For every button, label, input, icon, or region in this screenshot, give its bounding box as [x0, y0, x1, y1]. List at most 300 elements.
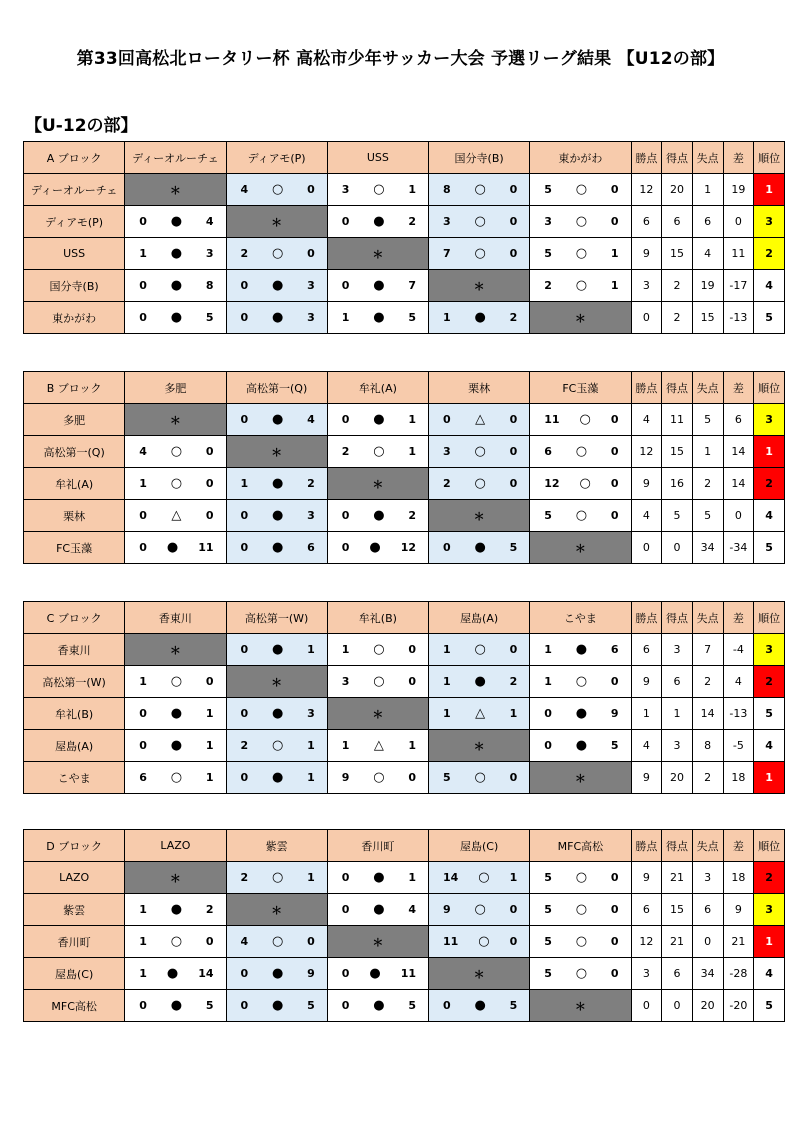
goals-for: 1 — [544, 675, 552, 688]
table-row — [24, 730, 785, 762]
goals-against: 2 — [509, 675, 518, 688]
result-symbol: ● — [170, 902, 183, 917]
match-result-cell — [226, 270, 327, 302]
match-result-cell — [226, 990, 327, 1022]
match-result-cell — [429, 926, 530, 958]
team-column-header: LAZO — [125, 830, 226, 862]
match-result-cell — [327, 862, 428, 894]
self-match-cell: ＊ — [429, 270, 530, 302]
match-result-cell — [125, 698, 226, 730]
points-cell: 0 — [631, 302, 662, 334]
points-cell: 6 — [631, 894, 662, 926]
goals-for-cell: 1 — [662, 698, 693, 730]
stat-header: 差 — [723, 142, 754, 174]
result-symbol: ● — [271, 642, 284, 657]
self-match-cell: ＊ — [125, 862, 226, 894]
goals-against: 5 — [205, 999, 214, 1012]
match-result-cell — [327, 762, 428, 794]
goals-against: 1 — [408, 183, 416, 196]
score-line — [328, 642, 428, 657]
result-symbol: ● — [170, 246, 183, 261]
stat-header: 差 — [723, 602, 754, 634]
score-line — [125, 444, 225, 459]
stat-header: 勝点 — [631, 372, 662, 404]
stat-header: 順位 — [754, 602, 785, 634]
goals-for: 3 — [544, 215, 552, 228]
match-result-cell — [125, 762, 226, 794]
goals-for: 1 — [139, 935, 147, 948]
result-symbol: ● — [373, 214, 385, 229]
goals-against: 1 — [307, 739, 315, 752]
score-line — [227, 412, 327, 427]
goals-against-cell: 4 — [692, 238, 723, 270]
match-result-cell — [327, 990, 428, 1022]
team-column-header: 紫雲 — [226, 830, 327, 862]
team-column-header: 牟礼(A) — [327, 372, 428, 404]
match-result-cell — [327, 500, 428, 532]
goals-for: 0 — [139, 541, 147, 554]
score-line — [429, 444, 529, 459]
match-result-cell — [226, 174, 327, 206]
team-column-header: 高松第一(Q) — [226, 372, 327, 404]
goals-against: 0 — [509, 247, 518, 260]
match-result-cell — [226, 634, 327, 666]
self-match-cell: ＊ — [125, 404, 226, 436]
result-symbol: ○ — [170, 934, 183, 949]
goals-for-cell: 15 — [662, 894, 693, 926]
goals-against-cell: 14 — [692, 698, 723, 730]
goals-for-cell: 11 — [662, 404, 693, 436]
result-symbol: ● — [170, 706, 183, 721]
score-line — [328, 674, 428, 689]
header-row — [24, 372, 785, 404]
goals-for: 0 — [341, 215, 350, 228]
goals-for: 9 — [443, 903, 451, 916]
goals-against-cell: 34 — [692, 532, 723, 564]
score-line — [530, 966, 630, 981]
goals-against: 3 — [307, 707, 315, 720]
stat-header: 順位 — [754, 830, 785, 862]
result-symbol: △ — [373, 738, 384, 753]
score-line — [429, 214, 529, 229]
result-symbol: ● — [271, 476, 284, 491]
score-line — [328, 540, 428, 555]
table-row — [24, 206, 785, 238]
match-result-cell — [530, 238, 631, 270]
result-symbol: ● — [373, 870, 385, 885]
goals-for: 0 — [341, 541, 350, 554]
match-result-cell — [327, 436, 428, 468]
goal-diff-cell: -34 — [723, 532, 754, 564]
goals-against: 0 — [610, 477, 619, 490]
self-match-cell: ＊ — [429, 958, 530, 990]
team-column-header: FC玉藻 — [530, 372, 631, 404]
header-row — [24, 602, 785, 634]
result-symbol: ○ — [373, 674, 385, 689]
goals-for: 0 — [139, 707, 147, 720]
stat-header: 得点 — [662, 602, 693, 634]
result-symbol: ● — [474, 998, 486, 1013]
goals-for: 1 — [139, 903, 147, 916]
match-result-cell — [125, 500, 226, 532]
score-line — [530, 870, 630, 885]
score-line — [429, 674, 529, 689]
score-line — [530, 706, 630, 721]
score-line — [429, 706, 529, 721]
match-result-cell — [429, 174, 530, 206]
stat-header: 失点 — [692, 372, 723, 404]
result-symbol: △ — [475, 706, 486, 721]
match-result-cell — [327, 174, 428, 206]
goals-against: 0 — [408, 643, 416, 656]
goals-for: 1 — [139, 247, 147, 260]
match-result-cell — [327, 730, 428, 762]
score-line — [227, 246, 327, 261]
score-line — [530, 214, 630, 229]
score-line — [429, 182, 529, 197]
score-line — [530, 444, 630, 459]
goals-for-cell: 6 — [662, 666, 693, 698]
goals-for: 1 — [139, 675, 147, 688]
match-result-cell — [125, 302, 226, 334]
match-result-cell — [429, 862, 530, 894]
goals-for: 11 — [544, 413, 560, 426]
match-result-cell — [226, 532, 327, 564]
goals-for: 0 — [240, 413, 249, 426]
goals-for: 5 — [544, 967, 552, 980]
goals-against: 1 — [307, 643, 315, 656]
result-symbol: ● — [271, 998, 284, 1013]
goals-against: 6 — [307, 541, 315, 554]
goals-for: 0 — [240, 707, 249, 720]
goals-against-cell: 3 — [692, 862, 723, 894]
goal-diff-cell: 18 — [723, 862, 754, 894]
goals-for: 1 — [443, 675, 451, 688]
stat-header: 得点 — [662, 372, 693, 404]
result-symbol: ○ — [474, 214, 486, 229]
match-result-cell — [530, 666, 631, 698]
result-symbol: ● — [474, 310, 486, 325]
stat-header: 得点 — [662, 830, 693, 862]
goal-diff-cell: 6 — [723, 404, 754, 436]
rank-cell: 2 — [754, 862, 785, 894]
table-row — [24, 532, 785, 564]
goals-against: 0 — [610, 509, 619, 522]
score-line — [125, 214, 225, 229]
result-symbol: ○ — [478, 870, 490, 885]
goals-against: 0 — [610, 445, 619, 458]
goals-against: 0 — [205, 477, 214, 490]
match-result-cell — [530, 926, 631, 958]
goals-for: 6 — [139, 771, 147, 784]
score-line — [328, 770, 428, 785]
goals-against: 11 — [400, 967, 416, 980]
team-column-header: 香東川 — [125, 602, 226, 634]
points-cell: 3 — [631, 270, 662, 302]
result-symbol: ○ — [474, 182, 486, 197]
result-symbol: ○ — [575, 966, 588, 981]
goals-against: 6 — [610, 643, 619, 656]
points-cell: 4 — [631, 404, 662, 436]
score-line — [328, 870, 428, 885]
team-column-header: 栗林 — [429, 372, 530, 404]
block-name: C ブロック — [24, 602, 125, 634]
team-row-name: 栗林 — [24, 500, 125, 532]
goals-against: 12 — [400, 541, 416, 554]
block-table — [23, 829, 785, 1022]
points-cell: 6 — [631, 634, 662, 666]
stat-header: 失点 — [692, 602, 723, 634]
goals-for: 8 — [443, 183, 451, 196]
goals-against: 0 — [509, 935, 518, 948]
goals-for: 0 — [544, 707, 552, 720]
match-result-cell — [125, 206, 226, 238]
result-symbol: ○ — [474, 770, 486, 785]
goals-for: 0 — [240, 771, 249, 784]
table-row — [24, 270, 785, 302]
goals-against: 4 — [205, 215, 214, 228]
goals-for: 5 — [544, 183, 552, 196]
points-cell: 4 — [631, 500, 662, 532]
score-line — [328, 444, 428, 459]
table-row — [24, 302, 785, 334]
result-symbol: ● — [474, 674, 486, 689]
score-line — [530, 246, 630, 261]
score-line — [530, 674, 630, 689]
goals-against: 1 — [408, 445, 416, 458]
goals-against: 0 — [509, 643, 518, 656]
goals-against: 5 — [408, 311, 416, 324]
points-cell: 12 — [631, 436, 662, 468]
goals-for-cell: 15 — [662, 436, 693, 468]
goals-for: 0 — [240, 999, 249, 1012]
match-result-cell — [226, 862, 327, 894]
match-result-cell — [327, 206, 428, 238]
result-symbol: ○ — [170, 674, 183, 689]
result-symbol: ○ — [579, 412, 591, 427]
result-symbol: ● — [170, 310, 183, 325]
self-match-cell: ＊ — [125, 174, 226, 206]
goals-against: 0 — [307, 183, 315, 196]
score-line — [530, 182, 630, 197]
team-column-header: 屋島(A) — [429, 602, 530, 634]
goal-diff-cell: 19 — [723, 174, 754, 206]
match-result-cell — [226, 730, 327, 762]
team-column-header: 牟礼(B) — [327, 602, 428, 634]
team-column-header: 高松第一(W) — [226, 602, 327, 634]
goals-for: 3 — [443, 445, 451, 458]
result-symbol: ● — [271, 540, 284, 555]
goals-for: 5 — [544, 509, 552, 522]
stat-header: 差 — [723, 830, 754, 862]
goals-for: 0 — [341, 413, 350, 426]
match-result-cell — [226, 468, 327, 500]
team-row-name: 紫雲 — [24, 894, 125, 926]
match-result-cell — [429, 404, 530, 436]
match-result-cell — [429, 762, 530, 794]
result-symbol: ○ — [474, 444, 486, 459]
rank-cell: 3 — [754, 206, 785, 238]
goals-against-cell: 2 — [692, 468, 723, 500]
goals-against: 2 — [408, 509, 416, 522]
result-symbol: ○ — [575, 674, 588, 689]
goals-against-cell: 5 — [692, 500, 723, 532]
table-row — [24, 436, 785, 468]
result-symbol: ○ — [170, 476, 183, 491]
result-symbol: ● — [474, 540, 486, 555]
goal-diff-cell: -4 — [723, 634, 754, 666]
goal-diff-cell: 11 — [723, 238, 754, 270]
goals-against-cell: 0 — [692, 926, 723, 958]
self-match-cell: ＊ — [226, 436, 327, 468]
block-table — [23, 371, 785, 564]
goals-against: 5 — [610, 739, 619, 752]
self-match-cell: ＊ — [530, 532, 631, 564]
rank-cell: 5 — [754, 698, 785, 730]
match-result-cell — [125, 958, 226, 990]
goals-for: 0 — [240, 541, 249, 554]
goals-against: 1 — [408, 739, 416, 752]
goals-against: 1 — [307, 871, 315, 884]
goals-against: 9 — [307, 967, 315, 980]
result-symbol: ● — [373, 310, 385, 325]
result-symbol: ● — [170, 278, 183, 293]
points-cell: 9 — [631, 468, 662, 500]
rank-cell: 4 — [754, 730, 785, 762]
goals-for: 5 — [544, 903, 552, 916]
goal-diff-cell: 14 — [723, 436, 754, 468]
result-symbol: ● — [373, 508, 385, 523]
table-row — [24, 468, 785, 500]
self-match-cell: ＊ — [226, 894, 327, 926]
goal-diff-cell: 4 — [723, 666, 754, 698]
header-row — [24, 830, 785, 862]
match-result-cell — [327, 894, 428, 926]
match-result-cell — [327, 634, 428, 666]
match-result-cell — [429, 634, 530, 666]
score-line — [227, 966, 327, 981]
rank-cell: 3 — [754, 634, 785, 666]
self-match-cell: ＊ — [530, 762, 631, 794]
goals-for: 1 — [341, 739, 350, 752]
result-symbol: ○ — [575, 182, 588, 197]
goals-against: 1 — [408, 871, 416, 884]
result-symbol: ● — [271, 278, 284, 293]
goals-for: 0 — [240, 967, 249, 980]
goals-for: 5 — [443, 771, 451, 784]
goals-for: 0 — [240, 311, 249, 324]
goals-for: 5 — [544, 247, 552, 260]
match-result-cell — [530, 500, 631, 532]
score-line — [328, 214, 428, 229]
score-line — [429, 642, 529, 657]
match-result-cell — [429, 468, 530, 500]
table-row — [24, 666, 785, 698]
team-column-header: こやま — [530, 602, 631, 634]
match-result-cell — [327, 958, 428, 990]
table-row — [24, 862, 785, 894]
team-column-header: MFC高松 — [530, 830, 631, 862]
goals-against: 4 — [408, 903, 416, 916]
team-row-name: ディーオルーチェ — [24, 174, 125, 206]
result-symbol: ○ — [575, 246, 588, 261]
score-line — [429, 998, 529, 1013]
rank-cell: 1 — [754, 174, 785, 206]
match-result-cell — [125, 926, 226, 958]
team-row-name: ディアモ(P) — [24, 206, 125, 238]
goals-for: 1 — [139, 967, 147, 980]
goals-against: 1 — [408, 413, 416, 426]
result-symbol: ● — [369, 966, 381, 981]
goals-for: 2 — [240, 247, 249, 260]
stat-header: 勝点 — [631, 830, 662, 862]
team-row-name: 高松第一(W) — [24, 666, 125, 698]
team-column-header: 屋島(C) — [429, 830, 530, 862]
match-result-cell — [125, 666, 226, 698]
team-row-name: 屋島(A) — [24, 730, 125, 762]
team-row-name: USS — [24, 238, 125, 270]
goals-for: 0 — [341, 967, 350, 980]
goals-against: 0 — [610, 871, 619, 884]
score-line — [227, 182, 327, 197]
block-name: D ブロック — [24, 830, 125, 862]
goals-for-cell: 16 — [662, 468, 693, 500]
points-cell: 0 — [631, 532, 662, 564]
goals-for: 0 — [139, 311, 147, 324]
table-row — [24, 926, 785, 958]
result-symbol: ○ — [474, 246, 486, 261]
goals-for: 0 — [139, 999, 147, 1012]
match-result-cell — [226, 958, 327, 990]
goals-against: 0 — [509, 445, 518, 458]
goals-for-cell: 3 — [662, 634, 693, 666]
goals-against-cell: 6 — [692, 206, 723, 238]
score-line — [429, 870, 529, 885]
score-line — [125, 674, 225, 689]
match-result-cell — [429, 238, 530, 270]
goals-for: 1 — [341, 643, 350, 656]
team-row-name: 香東川 — [24, 634, 125, 666]
match-result-cell — [226, 698, 327, 730]
goals-for: 2 — [341, 445, 350, 458]
self-match-cell: ＊ — [226, 666, 327, 698]
team-column-header: 東かがわ — [530, 142, 631, 174]
goals-against-cell: 8 — [692, 730, 723, 762]
goals-for: 5 — [544, 935, 552, 948]
result-symbol: ● — [575, 738, 588, 753]
match-result-cell — [327, 270, 428, 302]
match-result-cell — [429, 302, 530, 334]
result-symbol: ○ — [575, 444, 588, 459]
goals-against: 14 — [198, 967, 214, 980]
match-result-cell — [530, 958, 631, 990]
team-row-name: 高松第一(Q) — [24, 436, 125, 468]
goals-for: 11 — [443, 935, 459, 948]
rank-cell: 4 — [754, 958, 785, 990]
goals-for-cell: 3 — [662, 730, 693, 762]
score-line — [227, 278, 327, 293]
score-line — [328, 182, 428, 197]
score-line — [125, 770, 225, 785]
goals-for: 5 — [544, 871, 552, 884]
goals-against: 5 — [205, 311, 214, 324]
score-line — [530, 642, 630, 657]
goals-against: 5 — [408, 999, 416, 1012]
goal-diff-cell: 14 — [723, 468, 754, 500]
goals-for: 0 — [139, 739, 147, 752]
match-result-cell — [530, 468, 631, 500]
result-symbol: ● — [166, 966, 179, 981]
